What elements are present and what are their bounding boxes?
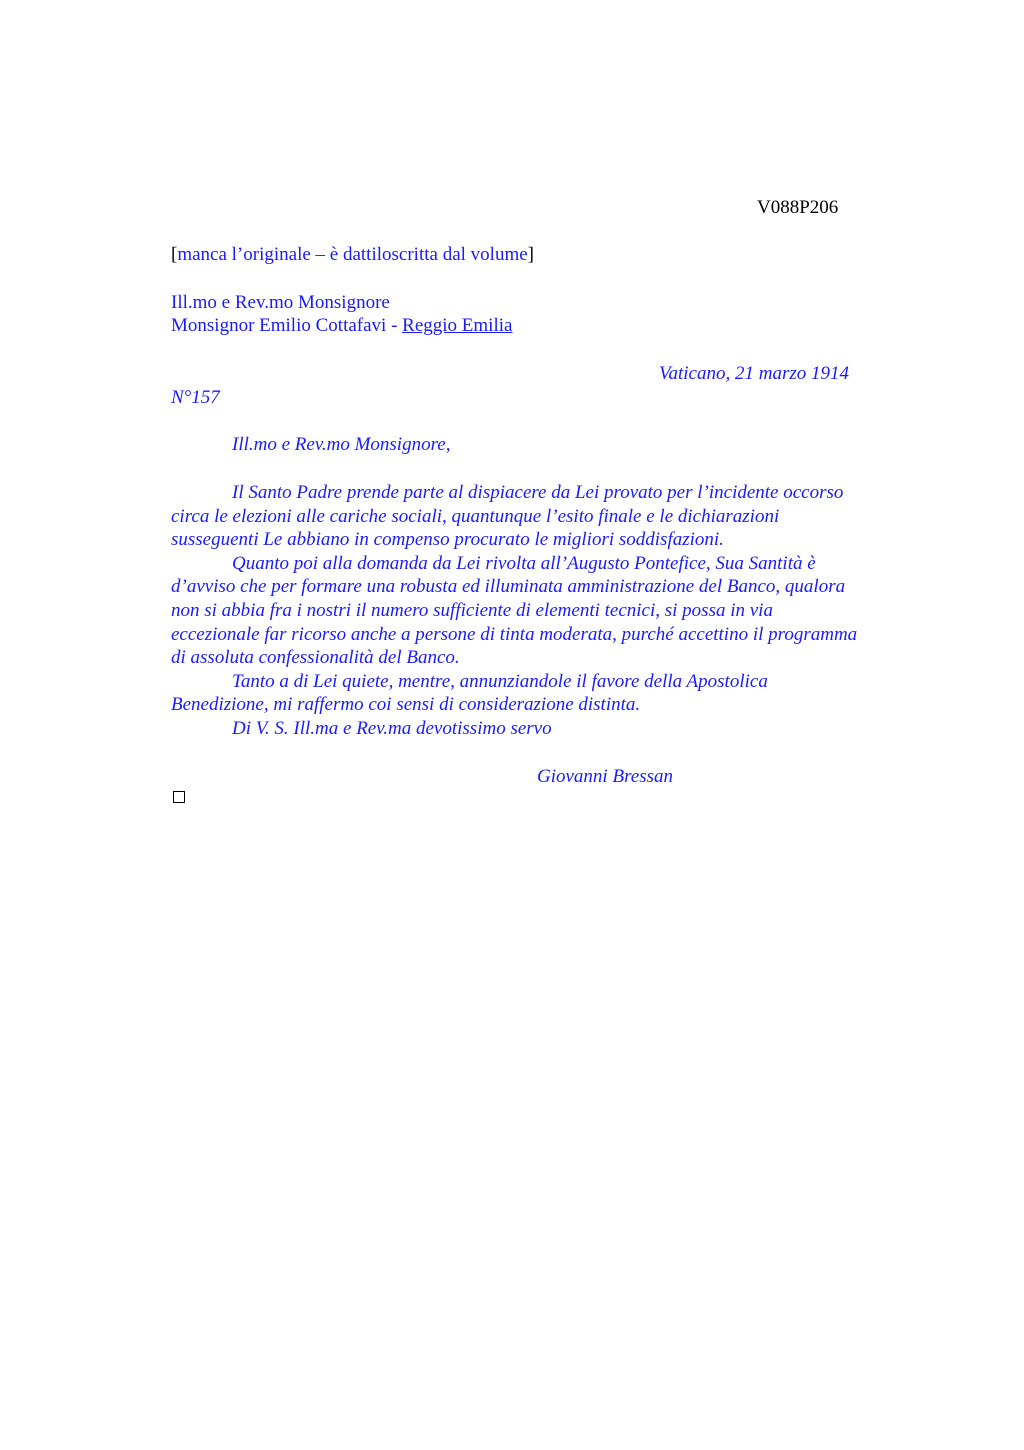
body-line: Tanto a di Lei quiete, mentre, annunziandole il favore della Apostolica — [232, 670, 768, 692]
body-line: Il Santo Padre prende parte al dispiacere da Lei provato per l’incidente occorso — [232, 482, 844, 503]
addressee-line — [171, 314, 512, 338]
body-line: susseguenti Le abbiano in compenso procurato le migliori soddisfazioni. — [171, 529, 724, 551]
body-line: d’avviso che per formare una robusta ed illuminata amministrazione del Banco, qualora — [171, 576, 846, 598]
signature: Giovanni Bressan — [537, 766, 673, 787]
letter-date: Vaticano, 21 marzo 1914 — [659, 363, 849, 384]
note-close-bracket: ] — [527, 244, 534, 265]
addressee-name: Monsignor Emilio Cottafavi - — [171, 315, 403, 336]
body-line: di assoluta confessionalità del Banco. — [171, 647, 460, 669]
document-id: V088P206 — [757, 197, 839, 218]
body-line: Quanto poi alla domanda da Lei rivolta all’Augusto Pontefice, Sua Santità è — [232, 552, 816, 574]
end-marker-box-icon — [173, 791, 185, 803]
editorial-note — [171, 243, 534, 267]
addressee-title: Ill.mo e Rev.mo Monsignore — [171, 292, 390, 313]
protocol-number: N°157 — [171, 387, 220, 408]
letter-body — [171, 481, 931, 741]
body-line: Benedizione, mi raffermo coi sensi di considerazione distinta. — [171, 694, 641, 716]
salutation: Ill.mo e Rev.mo Monsignore, — [232, 434, 451, 455]
closing-line: Di V. S. Ill.ma e Rev.ma devotissimo servo — [232, 717, 552, 739]
addressee-place: Reggio Emilia — [402, 315, 513, 336]
body-line: non si abbia fra i nostri il numero sufficiente di elementi tecnici, si possa in via — [171, 599, 773, 621]
body-line: circa le elezioni alle cariche sociali, quantunque l’esito finale e le dichiarazioni — [171, 505, 780, 527]
note-text: manca l’originale – è dattiloscritta dal volume — [177, 244, 528, 265]
body-line: eccezionale far ricorso anche a persone di tinta moderata, purché accettino il programma — [171, 623, 858, 645]
note-open-bracket: [ — [171, 244, 178, 265]
